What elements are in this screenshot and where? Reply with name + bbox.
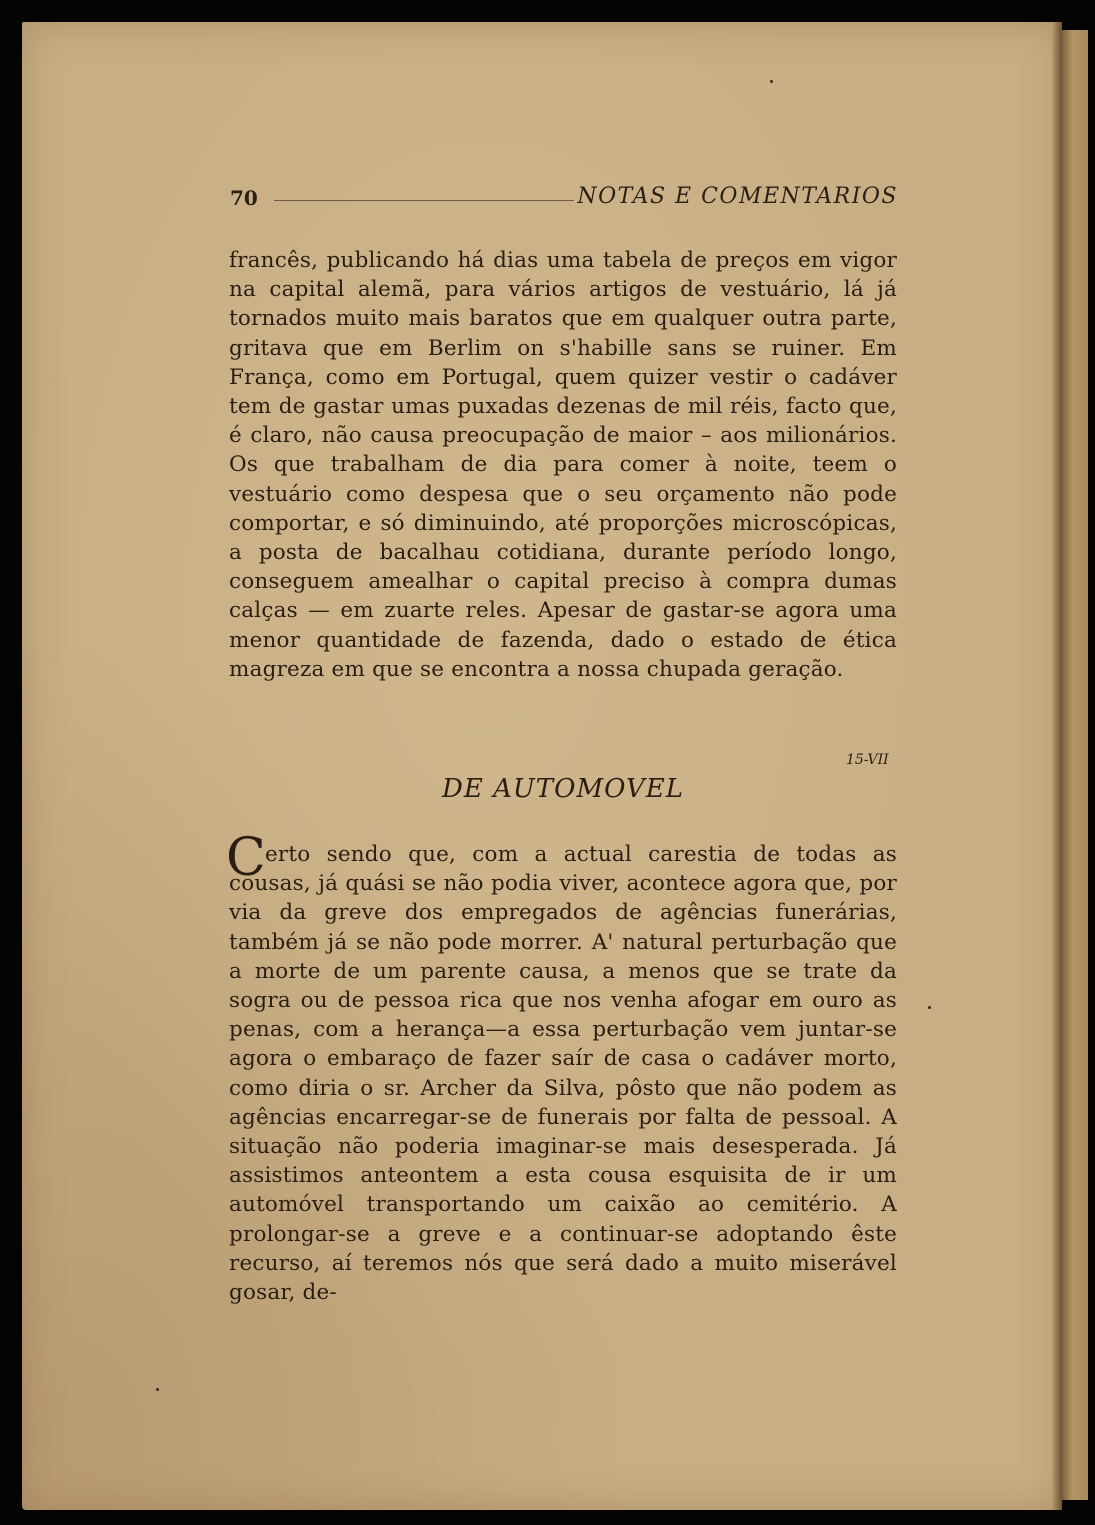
page-gutter: [1052, 22, 1062, 1510]
page-header: [228, 182, 898, 218]
page-number: 70: [230, 186, 258, 210]
continuation-paragraph: francês, publicando há dias uma tabela de preços em vigor na capital alemã, para vários artigos de vestuário, lá já tornados muito mais baratos que em qualquer outra parte, gritava que em Berlim on s'habille sans se ruiner. Em França, como em Portugal, quem quizer vestir o cadáver tem de gastar umas puxadas dezenas de mil réis, facto que, é claro, não causa preocupação de maior – aos milionários. Os que trabalham de dia para comer à noite, teem o vestuário como despesa que o seu orçamento não pode comportar, e só diminuindo, até proporções microscópicas, a posta de bacalhau cotidiana, durante período longo, conseguem amealhar o capital preciso à compra dumas calças — em zuarte reles. Apesar de gastar-se agora uma menor quantidade de fazenda, dado o estado de ética magreza em que se encontra a nossa chupada geração.: [229, 248, 897, 682]
facing-page-edge: [1062, 30, 1088, 1500]
section-title: DE AUTOMOVEL: [442, 774, 684, 804]
running-head: NOTAS E COMENTARIOS: [577, 184, 898, 209]
drop-cap: C: [226, 828, 266, 888]
date-mark: 15-VII: [846, 752, 889, 768]
paper-speck: [156, 1388, 159, 1391]
section-paragraph: erto sendo que, com a actual carestia de todas as cousas, já quási se não podia viver, acontece agora que, por via da greve dos empregados de agências funerárias, também já se não pode morrer. A' natural perturbação que a morte de um parente causa, a menos que se trate da sogra ou de pessoa rica que nos venha afogar em ouro as penas, com a herança—a essa perturbação vem juntar-se agora o embaraço de fazer saír de casa o cadáver morto, como diria o sr. Archer da Silva, pôsto que não podem as agências encarregar-se de funerais por falta de pessoal. A situação não poderia imaginar-se mais desesperada. Já assistimos anteontem a esta cousa esquisita de ir um automóvel transportando um caixão ao cemitério. A prolongar-se a greve e a continuar-se adoptando êste recurso, aí teremos nós que será dado a muito miserável gosar, de-: [229, 842, 897, 1306]
header-rule: [274, 200, 574, 201]
paper-speck: [770, 80, 773, 83]
paper-speck: [928, 1006, 931, 1009]
